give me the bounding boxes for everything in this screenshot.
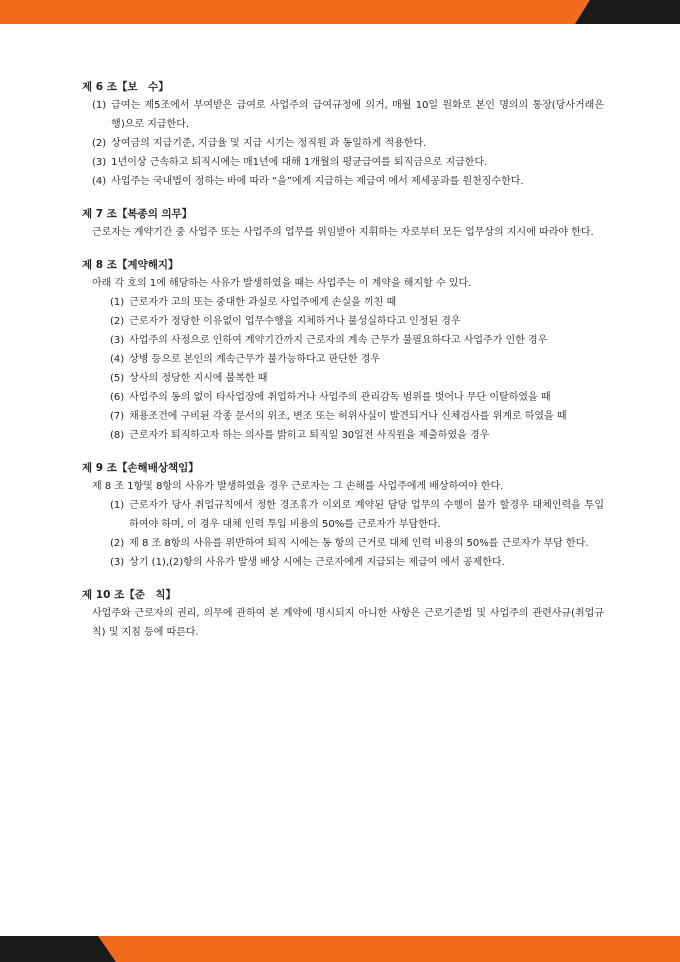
item-text: 사업주는 국내법이 정하는 바에 따라 “을”에게 지급하는 제급여 에서 제세공과를 원천징수한다. [111, 176, 524, 187]
item-text: 채용조건에 구비된 각종 문서의 위조, 변조 또는 허위사실이 발견되거나 신체검사를 위계로 하였을 때 [129, 411, 567, 422]
item-number: (1) [110, 500, 125, 511]
item-number: (3) [110, 557, 125, 568]
article-9-title: 제 9 조【손해배상책임】 [82, 462, 199, 474]
article-8-item-2 [82, 312, 604, 331]
article-8-item-6 [82, 388, 604, 407]
article-8-title: 제 8 조【계약해지】 [82, 259, 179, 271]
item-number: (2) [110, 316, 125, 327]
article-6-item-4 [82, 172, 604, 191]
article-9-item-1 [82, 496, 604, 534]
item-text: 근로자가 고의 또는 중대한 과실로 사업주에게 손실을 끼친 때 [129, 297, 397, 308]
article-6-item-2 [82, 134, 604, 153]
item-text: 사업주의 사정으로 인하여 계약기간까지 근로자의 계속 근무가 불필요하다고 사업주가 인한 경우 [129, 335, 548, 346]
article-10 [82, 586, 604, 642]
article-10-title: 제 10 조【준 칙】 [82, 589, 176, 601]
article-8 [82, 256, 604, 445]
item-number: (3) [92, 157, 107, 168]
article-6-item-1 [82, 96, 604, 134]
item-number: (2) [92, 138, 107, 149]
item-text: 제 8 조 8항의 사유를 위반하여 퇴직 시에는 동 항의 근거로 대체 인력 비용의 50%를 근로자가 부담 한다. [129, 538, 589, 549]
article-7 [82, 205, 604, 242]
item-text: 상사의 정당한 지시에 불복한 때 [129, 373, 268, 384]
item-number: (5) [110, 373, 125, 384]
article-8-item-8 [82, 426, 604, 445]
article-7-title: 제 7 조【복종의 의무】 [82, 208, 193, 220]
item-number: (6) [110, 392, 125, 403]
item-number: (1) [92, 100, 107, 111]
item-text: 1년이상 근속하고 퇴직시에는 매1년에 대해 1개월의 평균급여를 퇴직금으로 지급한다. [111, 157, 488, 168]
header-band-black [575, 0, 680, 24]
item-text: 급여는 제5조에서 부여받은 급여로 사업주의 급여규정에 의거, 매월 10일 원화로 본인 명의의 통장(당사거래은행)으로 지급한다. [111, 100, 604, 130]
article-6-item-3 [82, 153, 604, 172]
document-body [82, 78, 604, 656]
item-text: 근로자가 퇴직하고자 하는 의사를 밝히고 퇴직일 30일전 사직원을 제출하였을 경우 [129, 430, 490, 441]
item-number: (4) [92, 176, 107, 187]
item-number: (1) [110, 297, 125, 308]
item-text: 상기 (1),(2)항의 사유가 발생 배상 시에는 근로자에게 지급되는 제급여 에서 공제한다. [129, 557, 505, 568]
item-text: 근로자가 정당한 이유없이 업무수행을 지체하거나 불성실하다고 인정된 경우 [129, 316, 461, 327]
article-8-item-1 [82, 293, 604, 312]
article-9 [82, 459, 604, 572]
header-band [0, 0, 680, 24]
item-number: (4) [110, 354, 125, 365]
article-10-text: 사업주와 근로자의 권리, 의무에 관하여 본 계약에 명시되지 아니한 사항은 근로기준법 및 사업주의 관련사규(취업규칙) 및 지침 등에 따른다. [92, 608, 604, 638]
item-number: (3) [110, 335, 125, 346]
article-8-item-3 [82, 331, 604, 350]
item-text: 상여금의 지급기준, 지급율 및 지급 시기는 정직원 과 동일하게 적용한다. [111, 138, 427, 149]
item-number: (2) [110, 538, 125, 549]
article-9-item-2 [82, 534, 604, 553]
article-8-item-7 [82, 407, 604, 426]
article-8-item-4 [82, 350, 604, 369]
article-9-item-3 [82, 553, 604, 572]
item-text: 사업주의 동의 없이 타사업장에 취업하거나 사업주의 관리감독 범위를 벗어나 무단 이탈하였을 때 [129, 392, 551, 403]
article-8-intro: 아래 각 호의 1에 해당하는 사유가 발생하였을 때는 사업주는 이 계약을 해지할 수 있다. [92, 278, 472, 289]
item-number: (7) [110, 411, 125, 422]
article-6 [82, 78, 604, 191]
article-9-intro: 제 8 조 1항및 8항의 사유가 발생하였을 경우 근로자는 그 손해를 사업주에게 배상하여야 한다. [92, 481, 504, 492]
footer-band-black [0, 936, 116, 962]
article-8-item-5 [82, 369, 604, 388]
footer-band [0, 936, 680, 962]
item-number: (8) [110, 430, 125, 441]
item-text: 근로자가 당사 취업규칙에서 정한 경조휴가 이외로 계약된 담당 업무의 수행이 불가 할경우 대체인력을 투입하여야 하며, 이 경우 대체 인력 투입 비용의 50%를 근로자가 부담한다. [129, 500, 604, 530]
article-6-title: 제 6 조【보 수】 [82, 81, 169, 93]
article-7-text: 근로자는 계약기간 중 사업주 또는 사업주의 업무를 위임받아 지휘하는 자로부터 모든 업무상의 지시에 따라야 한다. [92, 227, 594, 238]
item-text: 상병 등으로 본인의 계속근무가 불가능하다고 판단한 경우 [129, 354, 381, 365]
